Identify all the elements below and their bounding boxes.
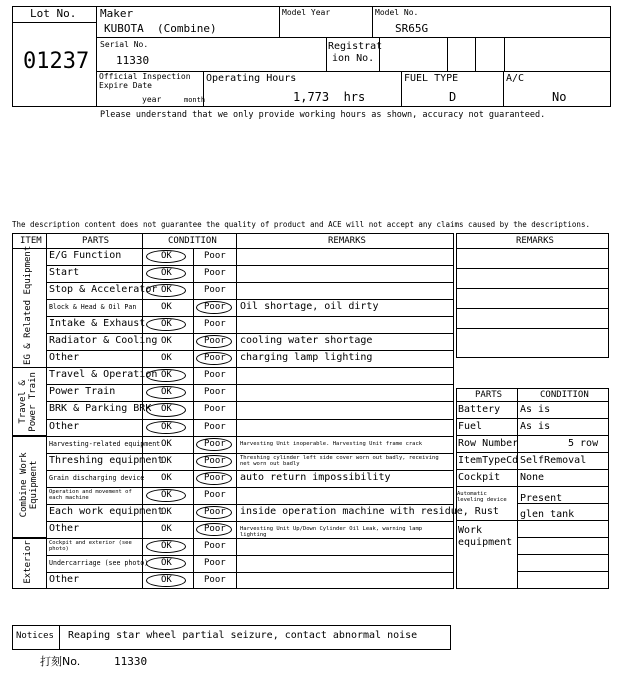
part-label: Other (49, 574, 80, 585)
row-number-value: 5 row (568, 438, 599, 449)
condition-ok: OK (161, 575, 172, 585)
leveling-value: Present (520, 493, 563, 504)
part-label: Travel & Operation (49, 369, 158, 380)
group-label-exterior: Exterior (23, 540, 34, 584)
condition-ok: OK (161, 524, 172, 534)
condition-poor: Poor (204, 302, 226, 312)
part-label: Other (49, 421, 80, 432)
rt-fuel-value: As is (520, 421, 551, 432)
hours-note: Please understand that we only provide working hours as shown, accuracy not guaranteed. (100, 110, 546, 120)
part-label: Block & Head & Oil Pan (49, 303, 137, 311)
condition-poor: Poor (204, 575, 226, 585)
condition-poor: Poor (204, 319, 226, 329)
work-equipment-label: Work (458, 525, 483, 536)
part-label: Grain discharging device (49, 474, 145, 482)
condition-poor: Poor (204, 268, 226, 278)
condition-poor: Poor (204, 558, 226, 568)
part-label: Power Train (49, 386, 116, 397)
condition-ok: OK (161, 268, 172, 278)
condition-ok: OK (161, 319, 172, 329)
part-label: Operation and movement of each machine (49, 489, 132, 502)
itemtype-value: SelfRemoval (520, 455, 587, 466)
condition-ok: OK (161, 387, 172, 397)
part-label: E/G Function (49, 250, 122, 261)
selected-condition-circle (196, 335, 232, 348)
selected-condition-circle (196, 438, 232, 451)
hours-value: 1,773 hrs (293, 90, 366, 104)
part-label: Each work equipment (49, 506, 164, 517)
group-label-eg: EG & Related Equipment (23, 245, 34, 365)
condition-ok: OK (161, 353, 172, 363)
cockpit-value: None (520, 472, 545, 483)
inspection-label: Official Inspection (99, 72, 191, 81)
leveling-label: Automatic leveling device (457, 491, 507, 504)
month-label: month (184, 96, 206, 104)
condition-poor: Poor (204, 507, 226, 517)
fuel-type-label: FUEL TYPE (404, 73, 459, 84)
condition-ok: OK (161, 302, 172, 312)
selected-condition-circle (196, 301, 232, 314)
remark-text: auto return impossibility (240, 472, 391, 483)
condition-poor: Poor (204, 251, 226, 261)
serial-label: Serial No. (100, 40, 149, 49)
condition-ok: OK (161, 422, 172, 432)
selected-condition-circle (146, 250, 186, 263)
fuel-type-value: D (449, 90, 457, 104)
item-header: ITEM (20, 236, 42, 246)
registration-label: Registrat (328, 41, 383, 52)
condition-ok: OK (161, 285, 172, 295)
part-label: Other (49, 352, 80, 363)
condition-poor: Poor (204, 439, 226, 449)
group-label-travel: Travel & Power Train (18, 372, 38, 432)
battery-value: As is (520, 404, 551, 415)
part-label: Undercarriage (see photo) (49, 559, 149, 567)
remark-text: Oil shortage, oil dirty (240, 301, 379, 312)
condition-ok: OK (161, 336, 172, 346)
rt-condition-header: CONDITION (540, 390, 589, 400)
model-year-label: Model Year (282, 8, 331, 17)
condition-ok: OK (161, 541, 172, 551)
maker-value: KUBOTA (Combine) (104, 22, 217, 35)
registration-label-2: ion No. (332, 53, 375, 64)
notices-text: Reaping star wheel partial seizure, contact abnormal noise (68, 630, 418, 641)
condition-header: CONDITION (168, 236, 217, 246)
cockpit-label: Cockpit (458, 472, 501, 483)
lot-number: 01237 (23, 49, 90, 74)
row-number-label: Row Number (458, 438, 519, 449)
selected-condition-circle (146, 318, 186, 331)
condition-poor: Poor (204, 422, 226, 432)
condition-ok: OK (161, 439, 172, 449)
selected-condition-circle (146, 386, 186, 399)
notices-label: Notices (16, 631, 54, 641)
parts-header: PARTS (82, 236, 110, 246)
work-equipment-label-2: equipment (458, 537, 513, 548)
condition-ok: OK (161, 370, 172, 380)
remark-text: inside operation machine with residue, Rust (240, 506, 499, 517)
remark-text: charging lamp lighting (240, 352, 373, 363)
rt-parts-header: PARTS (475, 390, 503, 400)
lot-label: Lot No. (30, 7, 77, 20)
selected-condition-circle (146, 369, 186, 382)
remark-text: Threshing cylinder left side cover worn out badly, receiving net worn out badly (240, 455, 439, 468)
condition-poor: Poor (204, 404, 226, 414)
part-label: BRK & Parking BRK (49, 403, 152, 414)
work-equipment-value: glen tank (520, 509, 575, 520)
selected-condition-circle (146, 421, 186, 434)
serial-value: 11330 (116, 54, 150, 67)
part-label: Stop & Accelerator (49, 284, 158, 295)
maker-label: Maker (100, 7, 134, 20)
condition-poor: Poor (204, 541, 226, 551)
condition-poor: Poor (204, 353, 226, 363)
itemtype-label: ItemTypeCd (458, 455, 519, 466)
remark-text: Harvesting Unit inoperable. Harvesting Unit frame crack (240, 441, 423, 447)
selected-condition-circle (196, 352, 232, 365)
condition-poor: Poor (204, 490, 226, 500)
ac-label: A/C (506, 73, 525, 84)
selected-condition-circle (146, 540, 186, 553)
ac-value: No (552, 90, 567, 104)
remark-text: Harvesting Unit Up/Down Cylinder Oil Leak, warning lamp lighting (240, 526, 423, 539)
condition-poor: Poor (204, 387, 226, 397)
part-label: Start (49, 267, 80, 278)
disclaimer: The description content does not guarantee the quality of product and ACE will not accept any claims caused by the descriptions. (12, 220, 590, 229)
selected-condition-circle (146, 557, 186, 570)
selected-condition-circle (146, 403, 186, 417)
stamp-label: 打刻No. (40, 655, 81, 668)
condition-poor: Poor (204, 285, 226, 295)
condition-ok: OK (161, 456, 172, 466)
selected-condition-circle (146, 574, 186, 587)
part-label: Harvesting-related equipment (49, 440, 161, 448)
stamp-value: 11330 (114, 655, 148, 668)
year-label: year (142, 95, 162, 104)
model-no-value: SR65G (395, 22, 429, 35)
part-label: Threshing equipment (49, 455, 164, 466)
remarks-header: REMARKS (328, 236, 366, 246)
selected-condition-circle (146, 284, 186, 297)
condition-poor: Poor (204, 473, 226, 483)
remark-text: cooling water shortage (240, 335, 373, 346)
model-no-label: Model No. (375, 8, 419, 17)
condition-poor: Poor (204, 524, 226, 534)
group-label-combine: Combine Work Equipment (19, 452, 39, 518)
condition-ok: OK (161, 404, 172, 414)
remarks-panel (456, 233, 609, 358)
condition-poor: Poor (204, 336, 226, 346)
selected-condition-circle (146, 489, 186, 502)
part-label: Radiator & Cooling (49, 335, 158, 346)
inspection-label-2: Expire Date (99, 81, 152, 90)
selected-condition-circle (196, 506, 232, 519)
condition-poor: Poor (204, 370, 226, 380)
remarks-panel-header: REMARKS (516, 236, 554, 246)
part-label: Intake & Exhaust (49, 318, 146, 329)
condition-ok: OK (161, 490, 172, 500)
selected-condition-circle (196, 523, 232, 536)
condition-ok: OK (161, 473, 172, 483)
rt-fuel-label: Fuel (458, 421, 483, 432)
battery-label: Battery (458, 404, 501, 415)
hours-label: Operating Hours (206, 73, 297, 84)
selected-condition-circle (146, 267, 186, 280)
selected-condition-circle (196, 472, 232, 485)
part-label: Other (49, 523, 80, 534)
part-label: Cockpit and exterior (see photo) (49, 540, 132, 553)
condition-ok: OK (161, 251, 172, 261)
condition-poor: Poor (204, 456, 226, 466)
condition-ok: OK (161, 507, 172, 517)
condition-ok: OK (161, 558, 172, 568)
selected-condition-circle (196, 455, 232, 468)
